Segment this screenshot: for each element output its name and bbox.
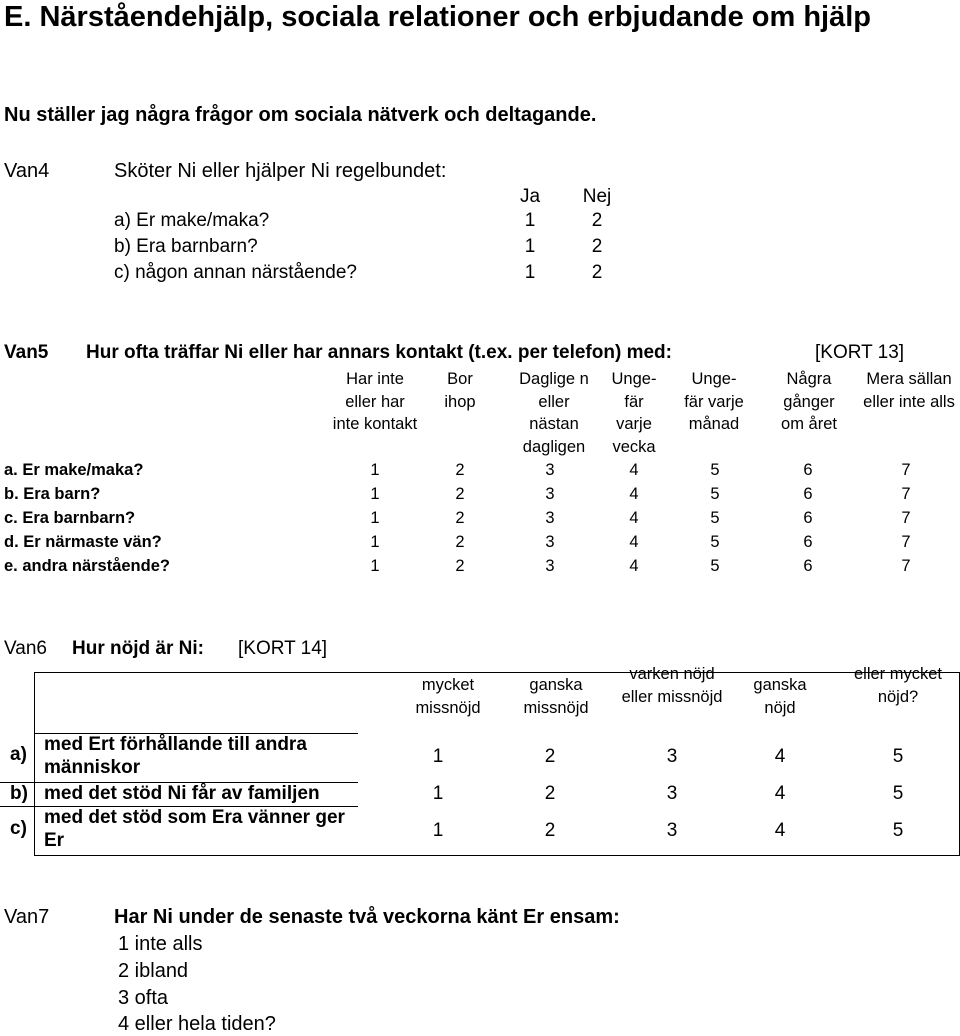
van5-col-header: Har inte eller har inte kontakt (332, 370, 418, 433)
van4-row-label: b) Era barnbarn? (114, 236, 258, 257)
van5-option[interactable]: 4 (629, 461, 639, 479)
van5-option[interactable]: 6 (803, 461, 813, 479)
van6-option[interactable]: 1 (432, 783, 444, 804)
van5-code: Van5 (4, 342, 49, 363)
van6-option[interactable]: 4 (774, 746, 786, 767)
page-title: E. Närståendehjälp, sociala relationer och erbjudande om hjälp (4, 1, 872, 33)
van5-option[interactable]: 2 (455, 485, 465, 503)
van5-option[interactable]: 7 (901, 533, 911, 551)
van5-row-label: a. Er make/maka? (4, 461, 144, 479)
van6-option[interactable]: 4 (774, 820, 786, 841)
van7-option[interactable]: 3 ofta (118, 987, 169, 1009)
van4-col-ja: Ja (519, 186, 541, 207)
van5-option[interactable]: 7 (901, 485, 911, 503)
van6-card: [KORT 14] (238, 638, 328, 659)
van5-option[interactable]: 3 (545, 533, 555, 551)
van5-option[interactable]: 7 (901, 509, 911, 527)
van5-option[interactable]: 6 (803, 533, 813, 551)
van6-option[interactable]: 2 (544, 783, 556, 804)
van5-option[interactable]: 6 (803, 485, 813, 503)
van5-col-header: Bor ihop (444, 370, 476, 411)
van5-option[interactable]: 1 (370, 557, 380, 575)
van6-option[interactable]: 2 (544, 820, 556, 841)
van6-option[interactable]: 5 (892, 820, 904, 841)
van6-option[interactable]: 5 (892, 783, 904, 804)
van5-option[interactable]: 3 (545, 461, 555, 479)
van5-col-header: Några gånger om året (781, 370, 837, 433)
van5-row-label: d. Er närmaste vän? (4, 533, 162, 551)
van6-option[interactable]: 3 (666, 820, 678, 841)
van5-col-header: Mera sällan eller inte alls (863, 370, 955, 411)
van7-option[interactable]: 2 ibland (118, 960, 189, 982)
van5-option[interactable]: 4 (629, 533, 639, 551)
van5-option[interactable]: 6 (803, 557, 813, 575)
van6-row-letter: a) (10, 744, 27, 765)
van5-row-label: b. Era barn? (4, 485, 101, 503)
van4-code: Van4 (4, 160, 50, 182)
van4-row-label: a) Er make/maka? (114, 210, 270, 231)
van6-question: Hur nöjd är Ni: (72, 638, 204, 659)
van6-row-letter: c) (10, 818, 27, 839)
van5-option[interactable]: 2 (455, 461, 465, 479)
van5-card: [KORT 13] (815, 342, 905, 363)
van5-question: Hur ofta träffar Ni eller har annars kontakt (t.ex. per telefon) med: (86, 342, 672, 363)
van5-row-label: e. andra närstående? (4, 557, 170, 575)
van5-col-header: Daglige n eller nästan dagligen (519, 370, 589, 456)
van5-option[interactable]: 6 (803, 509, 813, 527)
van6-code: Van6 (4, 638, 47, 659)
van6-option[interactable]: 3 (666, 746, 678, 767)
van5-option[interactable]: 4 (629, 485, 639, 503)
van5-option[interactable]: 1 (370, 485, 380, 503)
van5-option[interactable]: 5 (710, 485, 720, 503)
van4-row-ja[interactable]: 1 (524, 210, 536, 231)
van6-option[interactable]: 3 (666, 783, 678, 804)
van5-option[interactable]: 2 (455, 509, 465, 527)
van5-row-label: c. Era barnbarn? (4, 509, 136, 527)
van6-col-header: ganska nöjd (753, 676, 807, 717)
van5-option[interactable]: 2 (455, 533, 465, 551)
van5-option[interactable]: 3 (545, 557, 555, 575)
van5-option[interactable]: 1 (370, 533, 380, 551)
van6-row-label: med det stöd Ni får av familjen (44, 783, 320, 804)
van4-row-label: c) någon annan närstående? (114, 262, 357, 283)
intro-text: Nu ställer jag några frågor om sociala nätverk och deltagande. (4, 104, 597, 126)
van4-row-nej[interactable]: 2 (591, 210, 603, 231)
van5-option[interactable]: 4 (629, 557, 639, 575)
van5-option[interactable]: 7 (901, 461, 911, 479)
van6-row-label: med Ert förhållande till andra människor (44, 734, 307, 778)
van6-row-label: med det stöd som Era vänner ger Er (44, 807, 345, 851)
van6-option[interactable]: 1 (432, 746, 444, 767)
van4-col-nej: Nej (582, 186, 612, 207)
van4-row-nej[interactable]: 2 (591, 262, 603, 283)
van4-row-nej[interactable]: 2 (591, 236, 603, 257)
van6-col-header: mycket missnöjd (415, 676, 481, 717)
van5-option[interactable]: 5 (710, 533, 720, 551)
van5-option[interactable]: 5 (710, 461, 720, 479)
van7-question: Har Ni under de senaste två veckorna känt Er ensam: (114, 906, 620, 928)
van5-option[interactable]: 3 (545, 485, 555, 503)
van5-option[interactable]: 1 (370, 461, 380, 479)
van5-col-header: Unge- fär varje månad (684, 370, 744, 433)
van6-row-letter: b) (10, 783, 28, 804)
van5-col-header: Unge- fär varje vecka (611, 370, 657, 456)
van4-question: Sköter Ni eller hjälper Ni regelbundet: (114, 160, 447, 182)
van7-option[interactable]: 1 inte alls (118, 933, 203, 955)
van6-option[interactable]: 4 (774, 783, 786, 804)
van6-col-header: varken nöjd eller missnöjd (621, 665, 723, 706)
van5-option[interactable]: 2 (455, 557, 465, 575)
van7-option[interactable]: 4 eller hela tiden? (118, 1013, 276, 1035)
van4-row-ja[interactable]: 1 (524, 262, 536, 283)
van5-option[interactable]: 4 (629, 509, 639, 527)
van7-code: Van7 (4, 906, 50, 928)
van5-option[interactable]: 7 (901, 557, 911, 575)
van6-option[interactable]: 5 (892, 746, 904, 767)
van6-col-header: ganska missnöjd (523, 676, 589, 717)
van6-option[interactable]: 1 (432, 820, 444, 841)
van4-row-ja[interactable]: 1 (524, 236, 536, 257)
van6-col-header: eller mycket nöjd? (853, 665, 943, 706)
van5-option[interactable]: 5 (710, 557, 720, 575)
van6-option[interactable]: 2 (544, 746, 556, 767)
van5-option[interactable]: 5 (710, 509, 720, 527)
van5-option[interactable]: 1 (370, 509, 380, 527)
van5-option[interactable]: 3 (545, 509, 555, 527)
